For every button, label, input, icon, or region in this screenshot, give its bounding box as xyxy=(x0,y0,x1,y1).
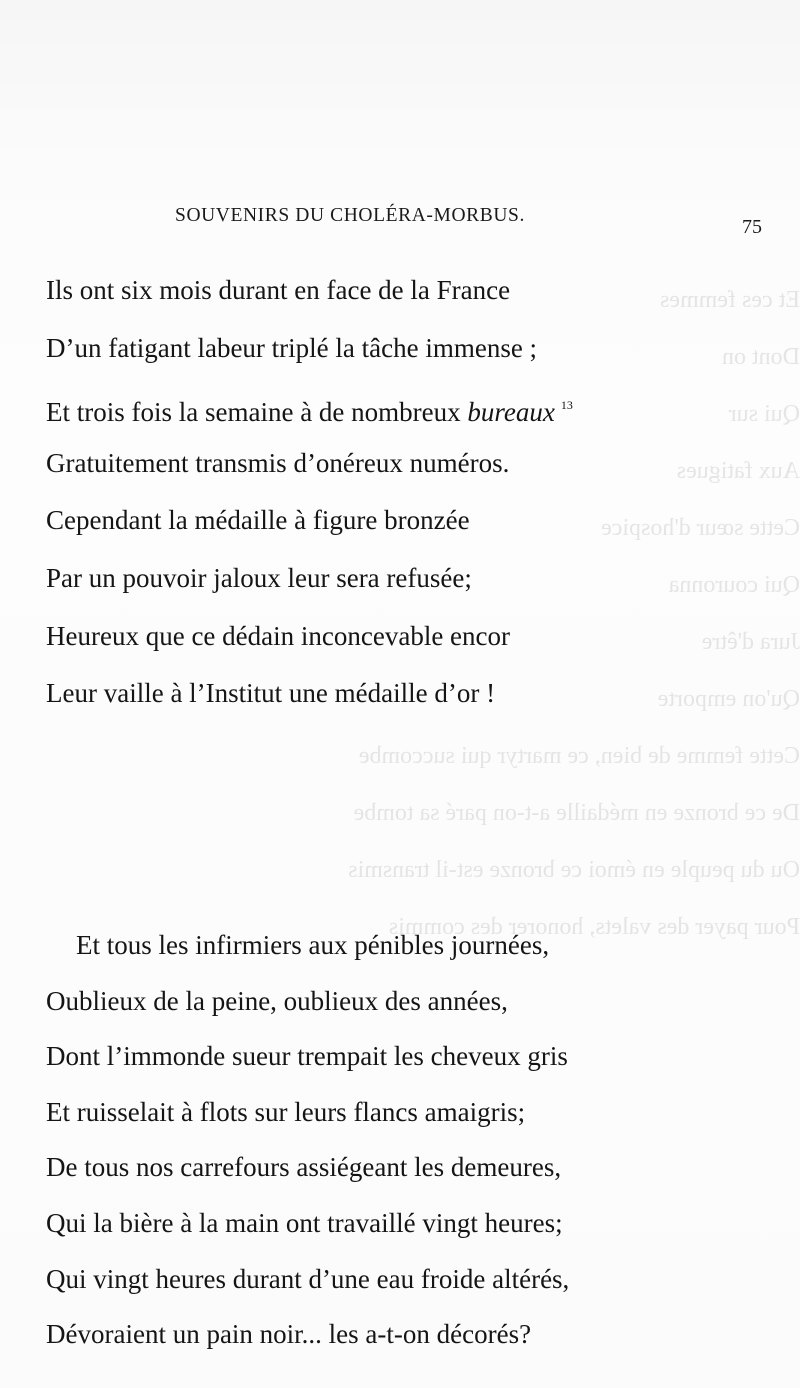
verse-line: Dont l’immonde sueur trempait les cheveux gris xyxy=(46,1041,568,1072)
verse-line: Oublieux de la peine, oublieux des années, xyxy=(46,985,508,1016)
page-number: 75 xyxy=(742,216,762,238)
verse-line: Ils ont six mois durant en face de la France xyxy=(46,275,511,305)
verse-line: Et ruisselait à flots sur leurs flancs amaigris; xyxy=(46,1096,526,1127)
stanza-1 xyxy=(46,262,573,723)
verse-line: Qui la bière à la main ont travaillé vingt heures; xyxy=(46,1207,563,1238)
verse-line: Dévoraient un pain noir... les a-t-on décorés? xyxy=(46,1319,532,1350)
verse-line: Gratuitement transmis d’onéreux numéros. xyxy=(46,447,510,478)
verse-line: De tous nos carrefours assiégeant les demeures, xyxy=(46,1152,562,1183)
stanza-2 xyxy=(46,918,569,1363)
verse-line: D’un fatigant labeur triplé la tâche immense ; xyxy=(46,332,538,363)
italic-word: bureaux xyxy=(467,397,555,428)
verse-line: Par un pouvoir jaloux leur sera refusée; xyxy=(46,562,472,593)
verse-text: Et trois fois la semaine à de nombreux xyxy=(46,397,468,428)
verse-line: Leur vaille à l’Institut une médaille d’or ! xyxy=(46,678,496,709)
show-through-text: Et ces femmes Dont on Qui sur Aux fatigues Cette sœur d'hospice Qui couronna Jura d'être Qu'on emporte Cette femme de bien, ce martyr qui succombe De ce bronze en médaille a-t-on paré sa tombe Ou du peuple en émoi ce bronze est-il transmis Pour payer des valets, honorer des commis xyxy=(348,287,800,940)
verse-line: Qui vingt heures durant d’une eau froide altérés, xyxy=(46,1263,570,1294)
running-header: SOUVENIRS DU CHOLÉRA-MORBUS. xyxy=(175,205,525,226)
verse-line xyxy=(46,377,573,435)
verse-line: Cependant la médaille à figure bronzée xyxy=(46,505,470,536)
verse-line: Heureux que ce dédain inconcevable encor xyxy=(46,620,511,651)
footnote-marker: 13 xyxy=(560,398,573,413)
verse-line: Et tous les infirmiers aux pénibles journées, xyxy=(76,930,550,960)
